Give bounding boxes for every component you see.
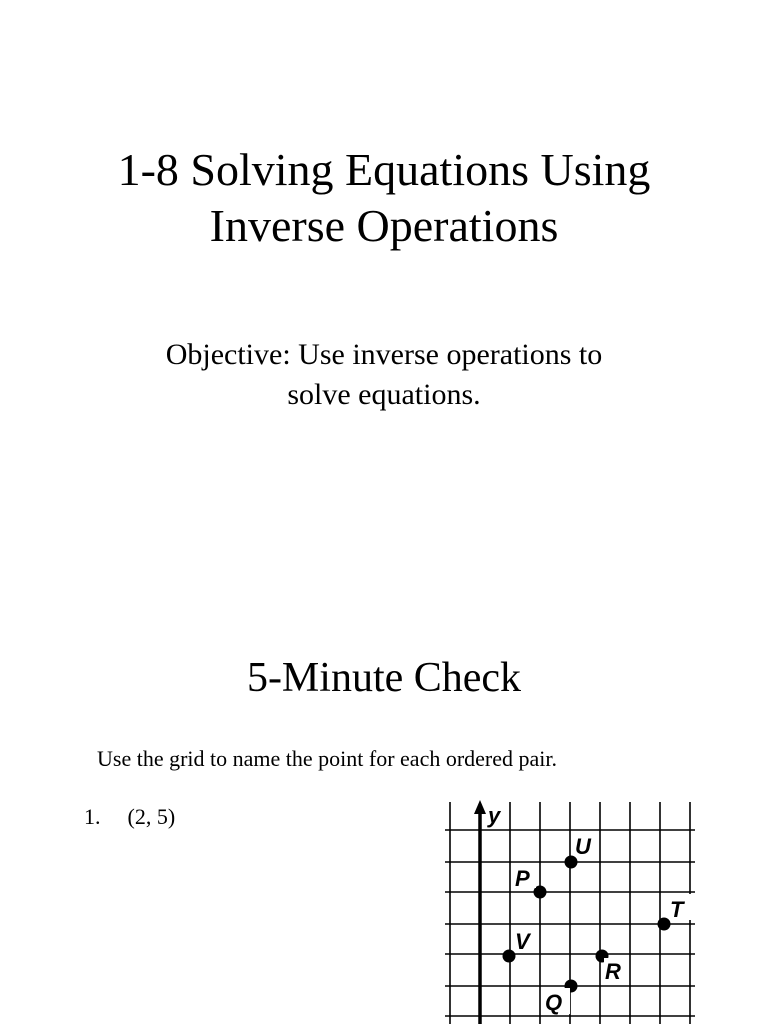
point-P-label: P (515, 866, 530, 891)
objective-text (100, 335, 668, 415)
point-V-dot (503, 950, 516, 963)
point-V-label: V (515, 929, 530, 954)
five-minute-check-title: 5-Minute Check (246, 655, 522, 701)
point-U-label: U (575, 834, 591, 859)
y-axis-label: y (488, 803, 501, 828)
y-axis-arrow-icon (474, 800, 486, 814)
point-Q-label: Q (545, 990, 563, 1015)
instruction-text: Use the grid to name the point for each ordered pair. (97, 746, 558, 771)
point-R-label: R (605, 959, 621, 984)
slide-title-line-2: Inverse Operations (209, 200, 559, 251)
objective-line-1: Objective: Use inverse operations to (165, 338, 603, 371)
question-item (84, 802, 175, 832)
question-text: (2, 5) (127, 804, 176, 829)
point-T-dot (658, 918, 671, 931)
objective-line-2: solve equations. (287, 378, 481, 411)
question-number: 1. (84, 804, 101, 829)
slide-title-line-1: 1-8 Solving Equations Using (117, 144, 651, 195)
point-T-label: T (670, 897, 684, 922)
slide-title (0, 142, 768, 254)
coordinate-grid (440, 796, 700, 1024)
coordinate-grid-svg (440, 796, 700, 1024)
